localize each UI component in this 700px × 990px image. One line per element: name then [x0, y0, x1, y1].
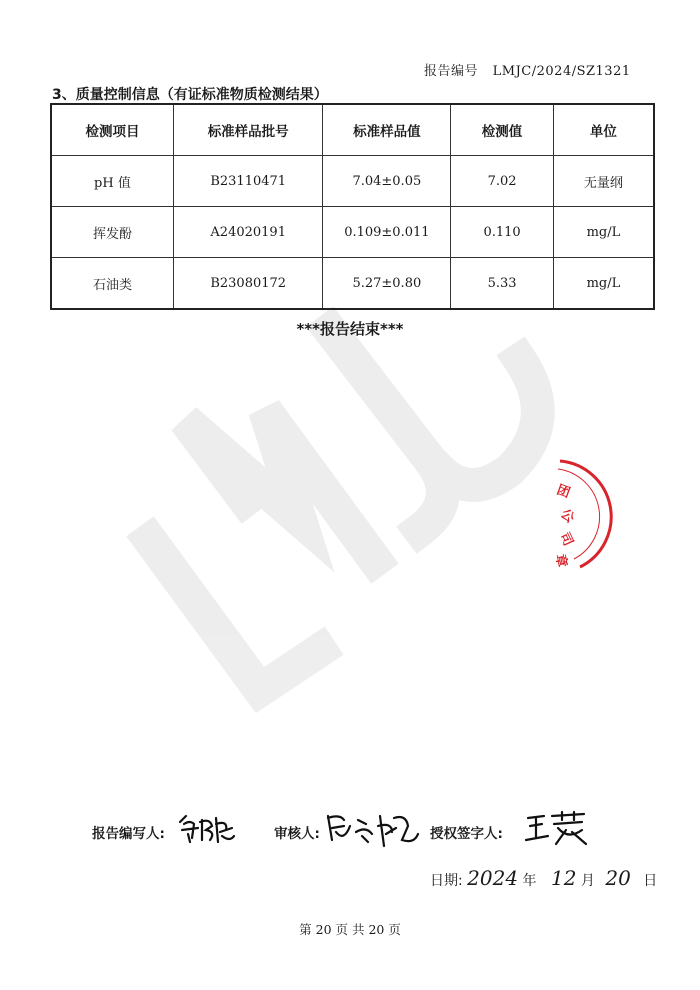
- sign-date: [430, 866, 657, 890]
- table-cell: 0.110: [451, 207, 554, 258]
- column-header: 单位: [553, 104, 654, 156]
- report-end-mark: ***报告结束***: [296, 320, 404, 338]
- page-number: 第 20 页 共 20 页: [299, 922, 401, 937]
- table-row: [51, 207, 654, 258]
- table-cell: 石油类: [51, 258, 173, 310]
- approver-signature: [522, 810, 590, 846]
- svg-text:团: 团: [554, 482, 572, 502]
- writer-signature: [176, 812, 238, 846]
- table-cell: B23110471: [173, 156, 323, 207]
- report-number-label: 报告编号: [424, 64, 479, 79]
- reviewer-signature: [322, 806, 422, 850]
- qc-table: [50, 103, 655, 310]
- day-unit: 日: [643, 873, 658, 889]
- reviewer-label: 审核人:: [274, 826, 320, 842]
- table-header-row: [51, 104, 654, 156]
- month-unit: 月: [580, 873, 595, 889]
- table-cell: 7.02: [451, 156, 554, 207]
- year-unit: 年: [522, 873, 537, 889]
- table-cell: 无量纲: [553, 156, 654, 207]
- report-number: [424, 60, 631, 79]
- table-cell: mg/L: [553, 258, 654, 310]
- company-seal: [520, 455, 630, 575]
- report-number-value: LMJC/2024/SZ1321: [492, 64, 631, 79]
- table-cell: A24020191: [173, 207, 323, 258]
- date-label: 日期:: [430, 873, 463, 889]
- column-header: 标准样品批号: [173, 104, 323, 156]
- table-cell: 5.33: [451, 258, 554, 310]
- date-year: 2024: [467, 866, 519, 890]
- table-row: [51, 156, 654, 207]
- table-cell: 5.27±0.80: [323, 258, 451, 310]
- table-cell: 0.109±0.011: [323, 207, 451, 258]
- column-header: 标准样品值: [323, 104, 451, 156]
- svg-text:司: 司: [556, 530, 576, 549]
- table-cell: mg/L: [553, 207, 654, 258]
- table-cell: pH 值: [51, 156, 173, 207]
- svg-text:公: 公: [557, 506, 578, 527]
- column-header: 检测值: [451, 104, 554, 156]
- table-cell: B23080172: [173, 258, 323, 310]
- approver-label: 授权签字人:: [430, 826, 503, 842]
- table-row: [51, 258, 654, 310]
- seal-text: 章: [552, 553, 570, 569]
- column-header: 检测项目: [51, 104, 173, 156]
- writer-label: 报告编写人:: [92, 826, 165, 842]
- date-month: 12: [550, 866, 577, 890]
- table-cell: 7.04±0.05: [323, 156, 451, 207]
- date-day: 20: [605, 866, 631, 890]
- table-cell: 挥发酚: [51, 207, 173, 258]
- section-title: 3、质量控制信息（有证标准物质检测结果）: [52, 87, 328, 103]
